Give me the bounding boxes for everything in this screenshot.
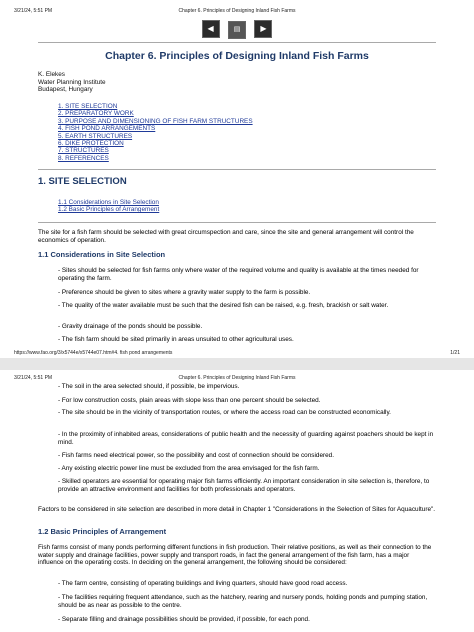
list-item: - The farm centre, consisting of operating buildings and living quarters, should have good road access. — [58, 580, 348, 587]
divider — [38, 169, 436, 170]
divider — [38, 222, 436, 223]
sublink-considerations[interactable]: 1.1 Considerations in Site Selection — [58, 199, 159, 206]
list-item: - The facilities requiring frequent attendance, such as the hatchery, rearing and nursery ponds, holding ponds and pumping station, should be as near as possible to the centre. — [58, 594, 428, 609]
list-item: - The quality of the water available must be such that the desired fish can be raised, e.g. fresh, brackish or salt water. — [58, 302, 389, 309]
author-name: K. Elekes — [38, 71, 65, 78]
next-page-button[interactable]: ▶ — [254, 20, 272, 38]
closing-paragraph: Factors to be considered in site selection are described in more detail in Chapter 1 "Considerations in the Selection of Sites for Aquaculture". — [38, 506, 436, 513]
print-date: 3/21/24, 5:51 PM — [14, 375, 53, 381]
toc-link-fish-pond-arrangements[interactable]: 4. FISH POND ARRANGEMENTS — [58, 125, 156, 133]
chapter-title: Chapter 6. Principles of Designing Inland Fish Farms — [105, 50, 369, 62]
list-item: - Separate filling and drainage possibilities should be provided, if possible, for each pond. — [58, 616, 310, 623]
contents-button[interactable]: ▤ — [228, 21, 246, 39]
toc-link-site-selection[interactable]: 1. SITE SELECTION — [58, 103, 118, 110]
divider — [38, 42, 436, 43]
print-title: Chapter 6. Principles of Designing Inland Fish Farms — [178, 375, 296, 381]
list-item: - The soil in the area selected should, if possible, be impervious. — [58, 383, 240, 390]
toc-link-preparatory-work[interactable]: 2. PREPARATORY WORK — [58, 110, 134, 118]
toc-link-purpose-dimensioning[interactable]: 3. PURPOSE AND DIMENSIONING OF FISH FARM STRUCTURES — [58, 117, 253, 125]
list-item: - For low construction costs, plain areas with slope less than one percent should be selected. — [58, 397, 321, 404]
section-sublinks — [38, 199, 436, 214]
list-item: - Gravity drainage of the ponds should be possible. — [58, 323, 203, 330]
navigation-bar — [0, 18, 474, 39]
toc-link-structures[interactable]: 7. STRUCTURES — [58, 147, 109, 155]
list-item: - Skilled operators are essential for operating major fish farms efficiently. An important consideration in site selection is, therefore, to provide an attractive environment and facilities for both professionals and operators. — [58, 478, 430, 493]
subsection-heading-basic-principles: 1.2 Basic Principles of Arrangement — [38, 527, 167, 536]
list-item: - Sites should be selected for fish farms only where water of the required volume and quality is available at the times needed for operating the farm. — [58, 267, 419, 282]
toc-link-earth-structures[interactable]: 5. EARTH STRUCTURES — [58, 132, 133, 140]
print-title: Chapter 6. Principles of Designing Inland Fish Farms — [178, 8, 296, 14]
author-location: Budapest, Hungary — [38, 86, 93, 94]
author-affiliation: Water Planning Institute — [38, 78, 106, 86]
page-number: 1/21 — [450, 350, 460, 356]
section-intro-paragraph: The site for a fish farm should be selected with great circumspection and care, since the site and general arrangement will control the economics of operation. — [38, 229, 414, 244]
list-item: - Preference should be given to sites where a gravity water supply to the farm is possible. — [58, 289, 311, 296]
sublink-basic-principles[interactable]: 1.2 Basic Principles of Arrangement — [58, 206, 160, 214]
list-item: - Fish farms need electrical power, so the possibility and cost of connection should be considered. — [58, 452, 335, 459]
print-date: 3/21/24, 5:51 PM — [14, 8, 53, 14]
list-item: - Any existing electric power line must be excluded from the area envisaged for the fish farm. — [58, 465, 320, 472]
toc-link-dike-protection[interactable]: 6. DIKE PROTECTION — [58, 140, 124, 148]
section-heading-site-selection: 1. SITE SELECTION — [38, 176, 127, 187]
table-of-contents — [38, 103, 436, 162]
subsection-heading-considerations: 1.1 Considerations in Site Selection — [38, 250, 166, 259]
arrangement-intro-paragraph: Fish farms consist of many ponds performing different functions in fish production. Their relative positions, as well as their connection to the water supply and drainage facilities, power supply and transport roads, in fact the general arrangement of the fish farm, has a major influence on the operating costs. In deciding on the general arrangement, the following should be considered: — [38, 544, 432, 567]
toc-link-references[interactable]: 8. REFERENCES — [58, 154, 109, 162]
list-item: - The fish farm should be sited primarily in areas unsuited to other agricultural uses. — [58, 336, 294, 343]
page-url: https://www.fao.org/3/x5744e/x5744e07.htm#4. fish pond arrangements — [14, 350, 173, 356]
prev-page-button[interactable]: ◀ — [202, 20, 220, 38]
document-page-2 — [0, 370, 474, 632]
author-block — [38, 71, 436, 94]
list-item: - The site should be in the vicinity of transportation routes, or where the access road can be constructed economically. — [58, 409, 391, 416]
list-item: - In the proximity of inhabited areas, considerations of public health and the necessity of guarding against poachers should be kept in mind. — [58, 431, 434, 446]
